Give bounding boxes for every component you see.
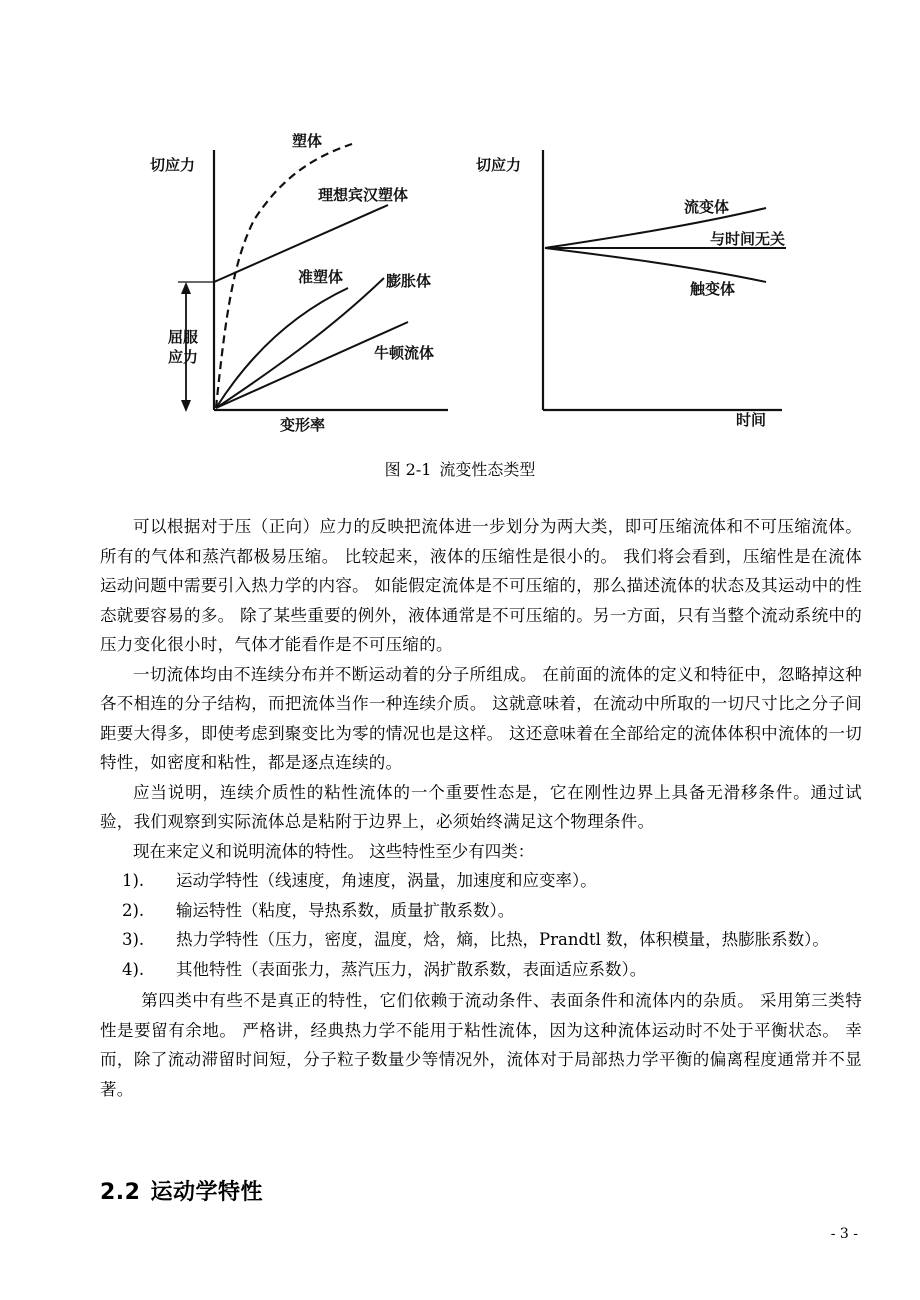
figure-number: 图 2-1 — [384, 460, 432, 479]
body-text — [100, 512, 862, 1104]
thixotropic-curve — [545, 248, 766, 282]
curve-label-rheopectic: 流变体 — [684, 198, 730, 216]
rheology-diagram — [130, 110, 830, 440]
list-item-text: 输运特性（粘度，导热系数，质量扩散系数）。 — [176, 900, 515, 920]
figure-caption — [0, 457, 920, 480]
curve-label-time-independent: 与时间无关 — [710, 230, 786, 248]
paragraph-closing: 第四类中有些不是真正的特性，它们依赖于流动条件、表面条件和流体内的杂质。 采用第三类特性是要留有余地。 严格讲，经典热力学不能用于粘性流体，因为这种流体运动时不处于平衡状态。 幸而，除了流动滞留时间短，分子粒子数量少等情况外，流体对于局部热力学平衡的偏离程度通常并不显著。 — [100, 991, 862, 1099]
curve-label-thixotropic: 触变体 — [690, 280, 736, 298]
list-item-number: 3). — [122, 930, 145, 949]
list-item-number: 2). — [122, 900, 145, 920]
left-x-axis-label: 变形率 — [280, 416, 326, 434]
curve-label-bingham: 理想宾汉塑体 — [318, 186, 409, 204]
rheology-figure — [130, 110, 830, 440]
curve-label-pseudoplastic: 准塑体 — [298, 268, 344, 286]
list-item — [100, 925, 862, 955]
pseudoplastic-curve — [216, 288, 348, 408]
paragraph-continuum: 一切流体均由不连续分布并不断运动着的分子所组成。 在前面的流体的定义和特征中，忽略掉这种各不相连的分子结构，而把流体当作一种连续介质。 这就意味着，在流动中所取的一切尺寸比之分子间距要大得多，即使考虑到聚变比为零的情况也是这样。 这还意味着在全部给定的流体体积中流体的一切特性，如密度和粘性，都是逐点连续的。 — [100, 664, 862, 772]
yield-stress-label-line2: 应力 — [168, 348, 199, 366]
list-item — [100, 896, 862, 926]
section-heading — [100, 1175, 263, 1206]
list-item — [100, 866, 862, 896]
paragraph-compressibility: 可以根据对于压（正向）应力的反映把流体进一步划分为两大类，即可压缩流体和不可压缩流体。 所有的气体和蒸汽都极易压缩。 比较起来，液体的压缩性是很小的。 我们将会看到，压缩性是在流体运动问题中需要引入热力学的内容。 如能假定流体是不可压缩的，那么描述流体的状态及其运动中的性态就要容易的多。 除了某些重要的例外，液体通常是不可压缩的。另一方面，只有当整个流动系统中的压力变化很小时，气体才能看作是不可压缩的。 — [100, 517, 862, 654]
newtonian-line — [216, 322, 408, 408]
yield-stress-arrow — [178, 282, 214, 412]
page-number: - 3 - — [830, 1226, 858, 1242]
list-item-number: 4). — [122, 959, 145, 979]
left-y-axis-label: 切应力 — [150, 156, 196, 174]
property-list — [100, 866, 862, 984]
paragraph-no-slip: 应当说明，连续介质性的粘性流体的一个重要性态是，它在刚性边界上具备无滑移条件。通过试验，我们观察到实际流体总是粘附于边界上，必须始终满足这个物理条件。 — [100, 782, 862, 831]
list-item-number: 1). — [122, 871, 145, 890]
section-title: 运动学特性 — [150, 1180, 263, 1205]
list-item — [100, 955, 862, 985]
curve-label-newtonian: 牛顿流体 — [374, 344, 435, 362]
list-item-text: 热力学特性（压力，密度，温度，焓，熵，比热，Prandtl 数，体积模量，热膨胀系数）。 — [176, 930, 829, 949]
list-intro: 现在来定义和说明流体的特性。 这些特性至少有四类： — [133, 841, 535, 861]
list-item-text: 其他特性（表面张力，蒸汽压力，涡扩散系数，表面适应系数）。 — [176, 959, 647, 979]
figure-title: 流变性态类型 — [439, 460, 536, 479]
section-number: 2.2 — [100, 1180, 141, 1205]
list-item-text: 运动学特性（线速度，角速度，涡量，加速度和应变率）。 — [176, 871, 597, 890]
curve-label-dilatant: 膨胀体 — [386, 272, 432, 290]
curve-label-plastic: 塑体 — [292, 132, 323, 150]
yield-stress-label-line1: 屈服 — [168, 328, 199, 346]
right-x-axis-label: 时间 — [736, 411, 767, 429]
right-y-axis-label: 切应力 — [476, 156, 522, 174]
